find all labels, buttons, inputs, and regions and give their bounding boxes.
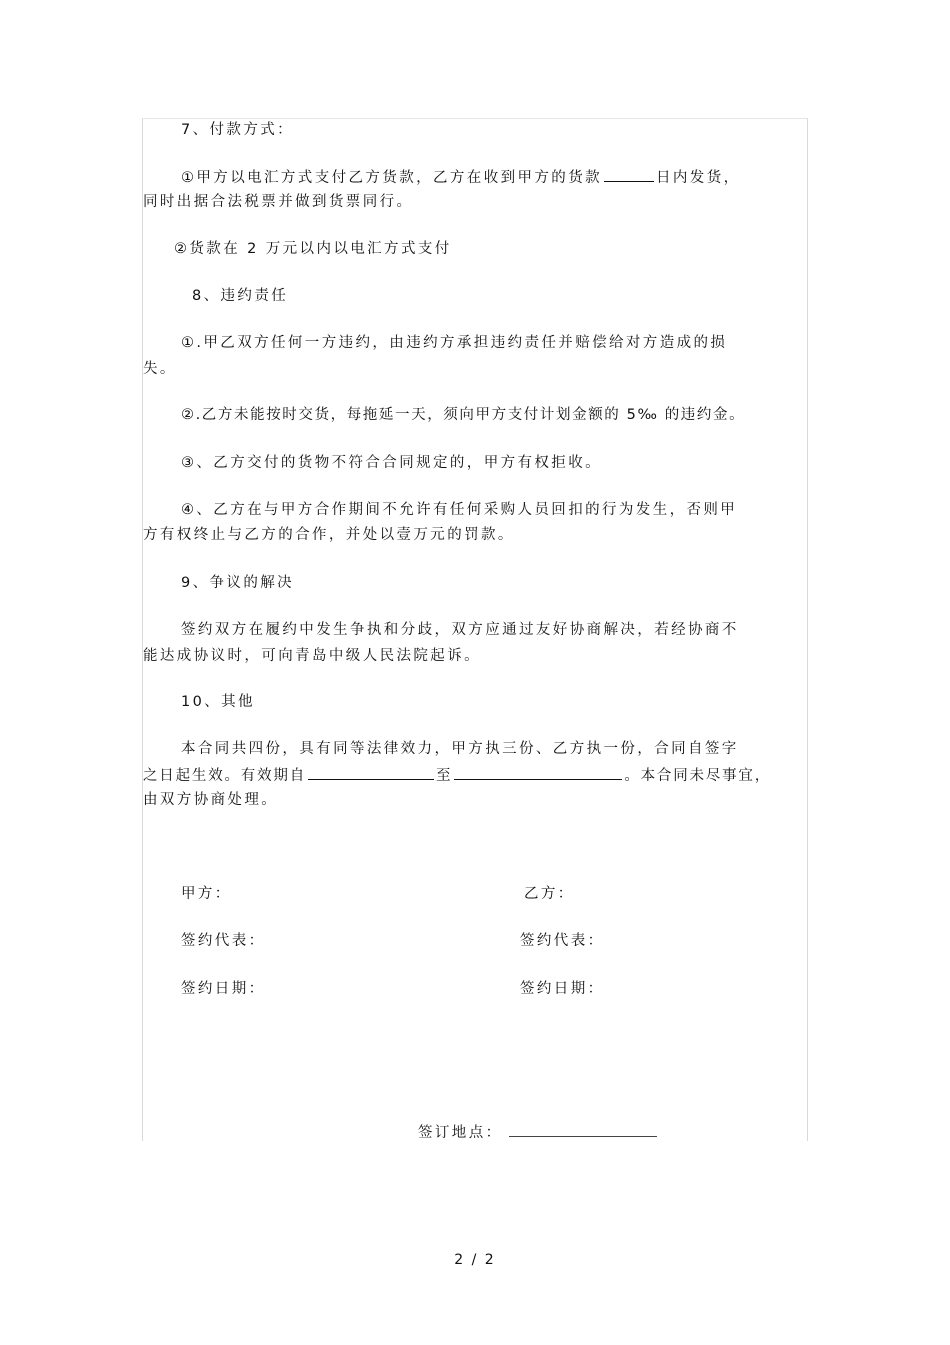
section-7-title: 7、付款方式： <box>181 122 295 138</box>
section-10-title: 10、其他 <box>181 694 255 710</box>
validity-start-blank <box>308 766 434 780</box>
signing-place <box>418 1123 659 1142</box>
validity-suffix: 。本合同未尽事宜， <box>624 768 772 784</box>
section-7-item-1-text-end: 日内发货， <box>656 170 741 186</box>
section-7-item-1-line-2: 同时出据合法税票并做到货票同行。 <box>143 194 414 210</box>
validity-prefix: 之日起生效。有效期自 <box>143 768 306 784</box>
section-10-body: 本合同共四份，具有同等法律效力，甲方执三份、乙方执一份，合同自签字 <box>181 741 739 757</box>
party-a-date-label: 签约日期： <box>181 981 266 997</box>
party-b-rep-label: 签约代表： <box>520 933 605 949</box>
validity-to: 至 <box>436 768 453 784</box>
party-b-date-label: 签约日期： <box>520 981 605 997</box>
party-a-rep-label: 签约代表： <box>181 933 266 949</box>
section-7-item-1-text: ①甲方以电汇方式支付乙方货款，乙方在收到甲方的货款 <box>181 170 602 186</box>
page-number: 2 / 2 <box>454 1252 496 1268</box>
section-10-body-line-3: 由双方协商处理。 <box>143 792 279 808</box>
section-8-item-4-line-2: 方有权终止与乙方的合作，并处以壹万元的罚款。 <box>143 527 515 543</box>
section-10-body-line-2 <box>143 766 771 785</box>
section-7-item-1 <box>181 168 741 187</box>
section-8-item-1: ①.甲乙双方任何一方违约，由违约方承担违约责任并赔偿给对方造成的损 <box>181 335 728 351</box>
signing-place-label: 签订地点： <box>418 1125 503 1141</box>
section-8-title: 8、违约责任 <box>192 288 289 304</box>
validity-end-blank <box>454 766 622 780</box>
section-9-body-line-2: 能达成协议时，可向青岛中级人民法院起诉。 <box>143 648 481 664</box>
section-7-item-2: ②货款在 2 万元以内以电汇方式支付 <box>174 241 452 257</box>
section-8-item-2: ②.乙方未能按时交货，每拖延一天，须向甲方支付计划金额的 5‰ 的违约金。 <box>181 407 746 423</box>
section-8-item-1-line-2: 失。 <box>143 361 177 377</box>
party-b-label: 乙方： <box>524 886 575 902</box>
section-8-item-4: ④、乙方在与甲方合作期间不允许有任何采购人员回扣的行为发生，否则甲 <box>181 502 738 518</box>
signing-place-blank <box>509 1123 657 1137</box>
section-9-body: 签约双方在履约中发生争执和分歧，双方应通过友好协商解决，若经协商不 <box>181 622 739 638</box>
party-a-label: 甲方： <box>181 886 232 902</box>
delivery-days-blank <box>604 168 654 182</box>
section-8-item-3: ③、乙方交付的货物不符合合同规定的，甲方有权拒收。 <box>181 455 602 471</box>
section-9-title: 9、争议的解决 <box>181 575 295 591</box>
